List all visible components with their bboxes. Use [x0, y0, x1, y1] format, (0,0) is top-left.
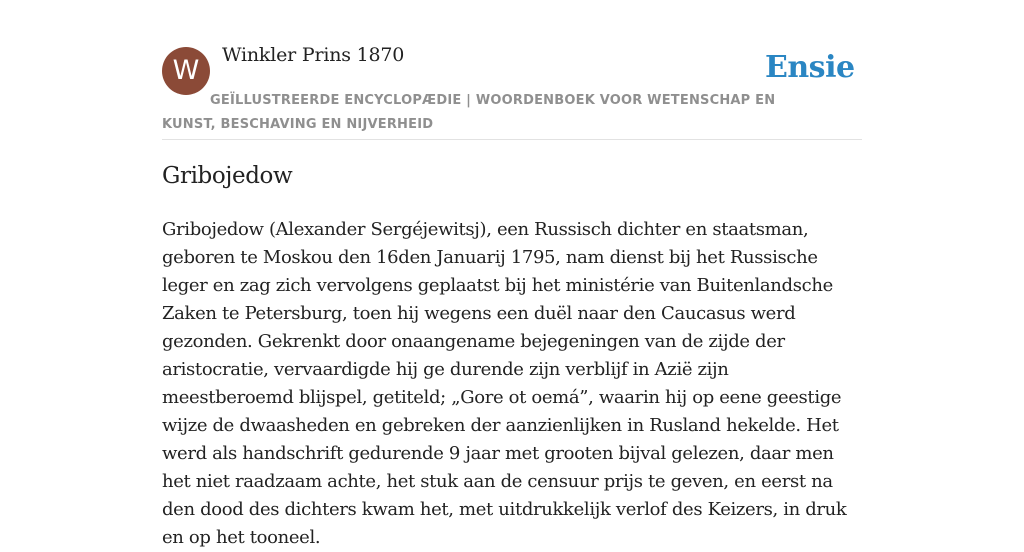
avatar[interactable]: W: [162, 47, 210, 95]
article-title: Gribojedow: [162, 163, 293, 189]
brand-logo[interactable]: Ensie: [765, 50, 855, 85]
source-subtitle: GEÏLLUSTREERDE ENCYCLOPÆDIE | WOORDENBOEK VOOR WETENSCHAP EN KUNST, BESCHAVING EN NIJVERHEID: [162, 93, 776, 132]
article-body: Gribojedow (Alexander Sergéjewitsj), een Russisch dichter en staatsman, geboren te Moskou den 16den Januarij 1795, nam dienst bij het Russische leger en zag zich vervolgens geplaatst bij het ministérie van Buitenlandsche Zaken te Petersburg, toen hij wegens een duël naar den Caucasus werd gezonden. Gekrenkt door onaangename bejegeningen van de zijde der aristocratie, vervaardigde hij ge durende zijn verblijf in Azië zijn meestberoemd blijspel, getiteld; „Gore ot oemá”, waarin hij op eene geestige wijze de dwaasheden en gebreken der aanzienlijken in Rusland hekelde. Het werd als handschrift gedurende 9 jaar met grooten bijval gelezen, daar men het niet raadzaam achte, het stuk aan de censuur prijs te geven, en eerst na den dood des dichters kwam het, met uitdrukkelijk verlof des Keizers, in druk en op het tooneel.: [162, 219, 847, 548]
source-title[interactable]: Winkler Prins 1870: [222, 44, 405, 66]
header-divider: [162, 139, 862, 140]
